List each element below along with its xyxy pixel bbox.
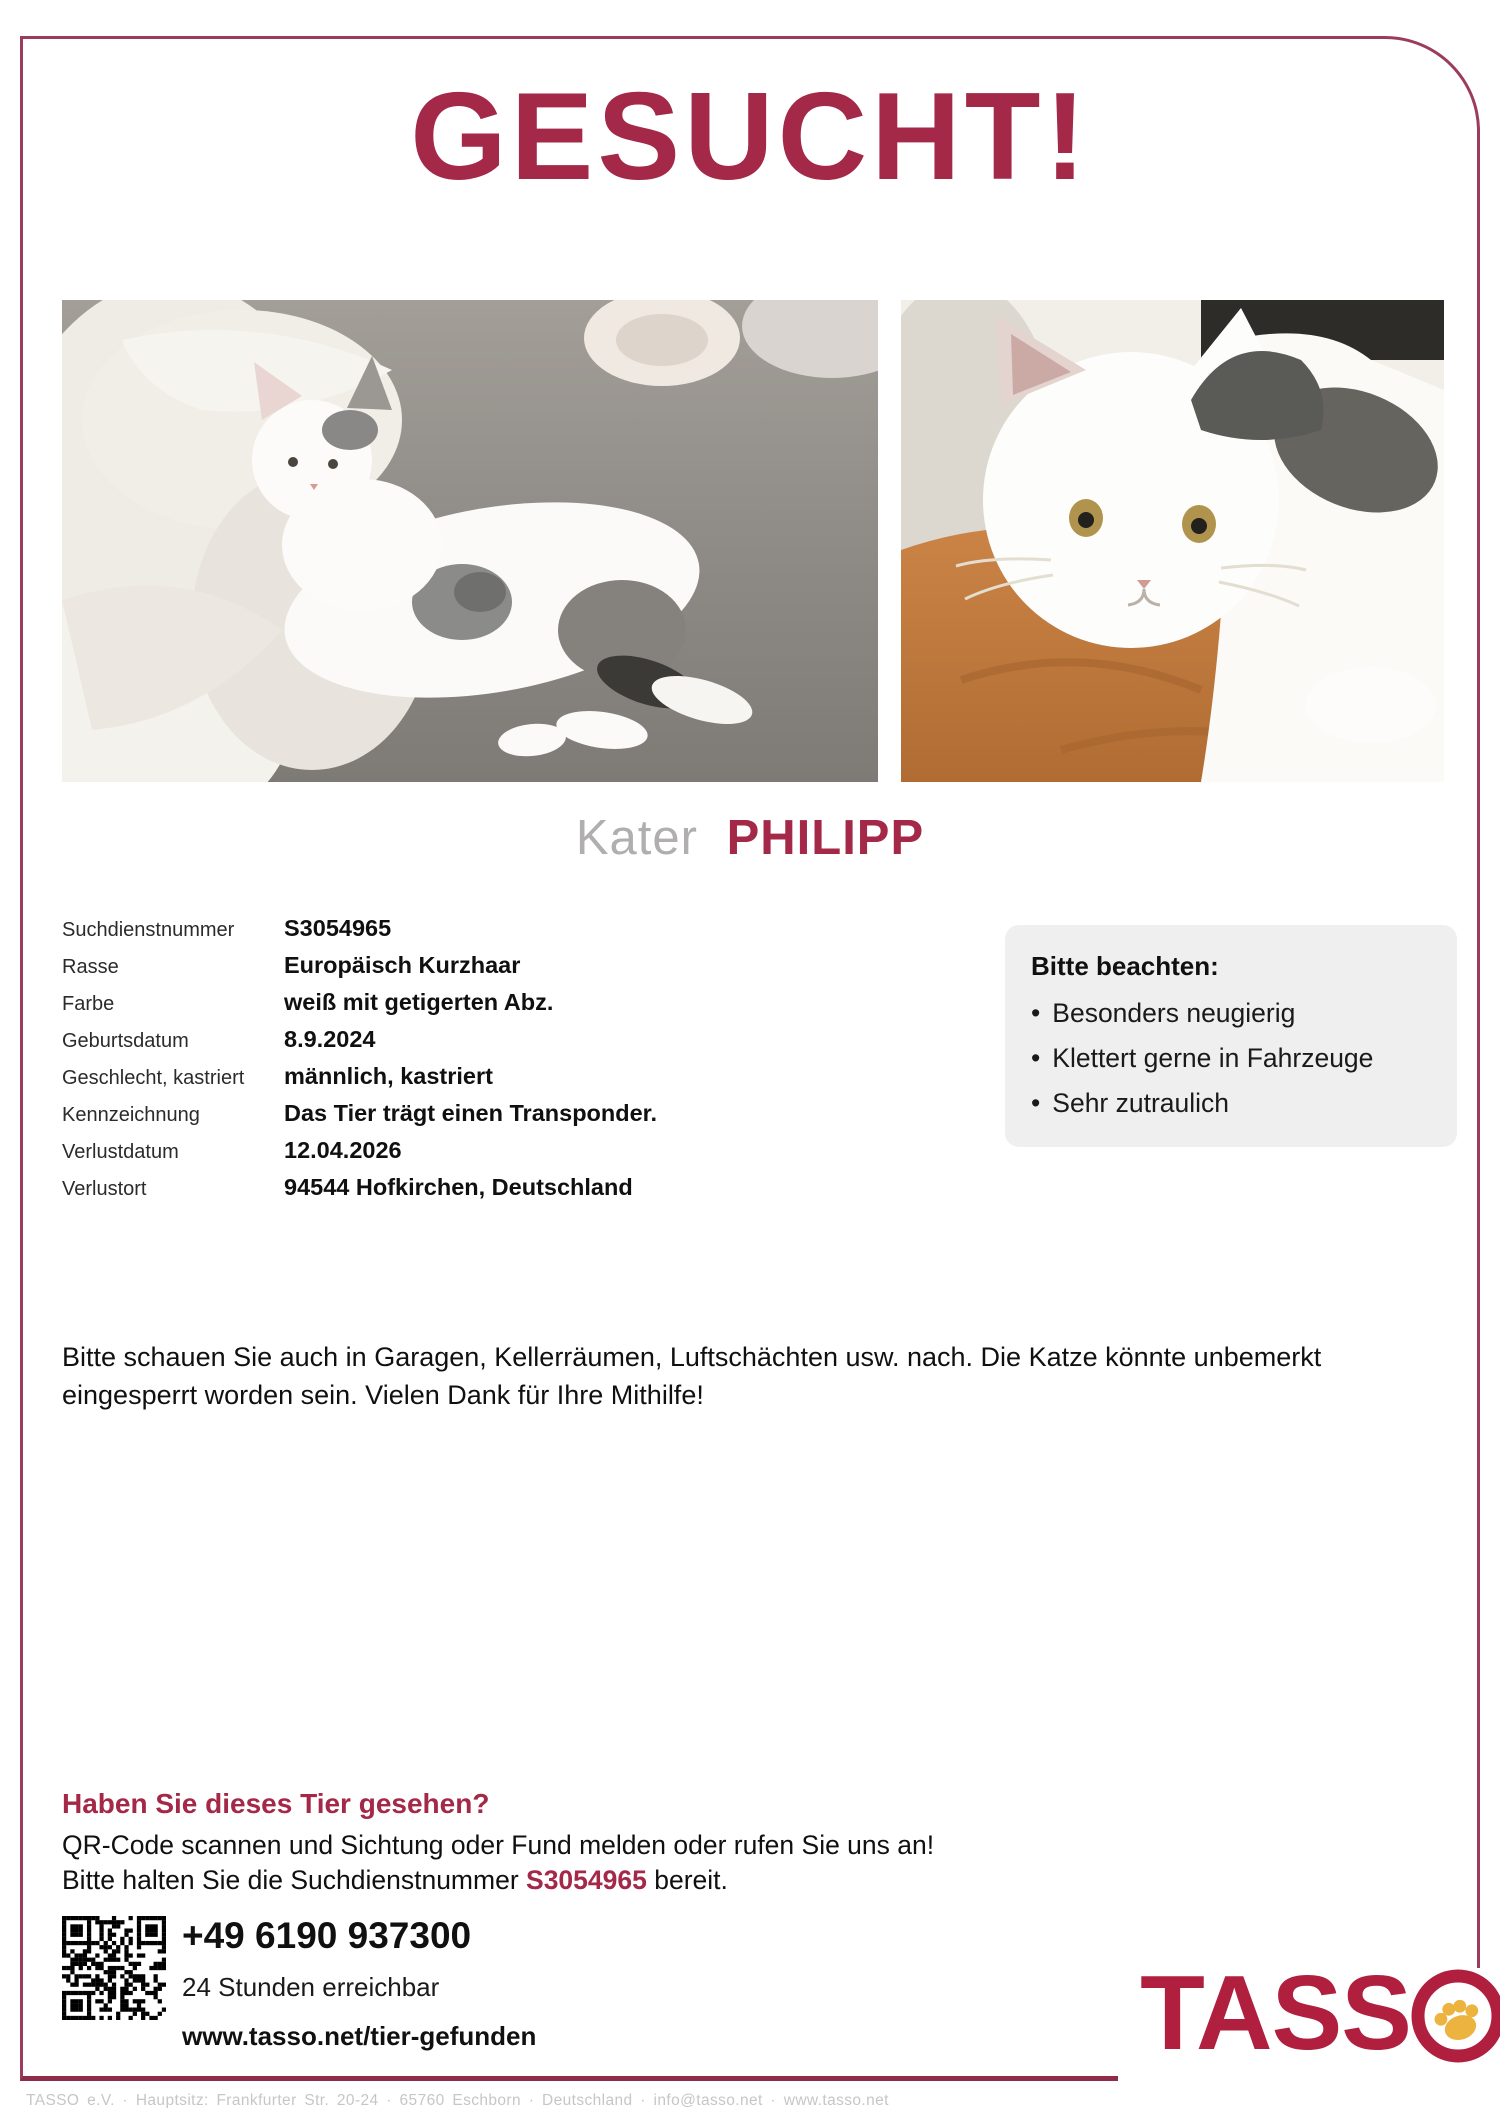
detail-label: Rasse [62, 956, 119, 978]
phone-number[interactable]: +49 6190 937300 [182, 1915, 472, 1956]
appeal-text: Bitte schauen Sie auch in Garagen, Kellerräumen, Luftschächten usw. nach. Die Katze könnte unbemerkt eingesperrt worden sein. Vielen Dank für Ihre Mithilfe! [62, 1342, 1322, 1410]
notes-item [1031, 998, 1431, 1029]
contact-text [182, 1916, 536, 2052]
notes-item-text: Klettert gerne in Fahrzeuge [1052, 1043, 1374, 1073]
detail-value: 8.9.2024 [284, 1026, 376, 1052]
tasso-logo-o [1410, 1968, 1500, 2064]
detail-value: 94544 Hofkirchen, Deutschland [284, 1174, 633, 1200]
detail-value: 12.04.2026 [284, 1137, 402, 1163]
detail-label: Suchdienstnummer [62, 919, 235, 941]
detail-label: Farbe [62, 993, 115, 1015]
contact-section [62, 1916, 536, 2052]
suchdienstnummer-inline: S3054965 [526, 1865, 647, 1895]
availability-text: 24 Stunden erreichbar [182, 1972, 440, 2002]
detail-label: Geschlecht, kastriert [62, 1067, 245, 1089]
bullet-icon: • [1031, 1088, 1041, 1118]
notes-item-text: Besonders neugierig [1052, 998, 1296, 1028]
sighting-line2-suffix: bereit. [646, 1865, 728, 1895]
detail-label: Verlustort [62, 1178, 147, 1200]
detail-value: Das Tier trägt einen Transponder. [284, 1100, 658, 1126]
pet-details-table [62, 915, 657, 1201]
footer-address: TASSO e.V. · Hauptsitz: Frankfurter Str. 20-24 · 65760 Eschborn · Deutschland · info@tasso.net · www.tasso.net [26, 2092, 889, 2108]
sighting-section [62, 1788, 934, 1898]
cat-closeup-illustration [901, 300, 1444, 782]
pet-photo-left [62, 300, 878, 782]
detail-value: weiß mit getigerten Abz. [284, 989, 554, 1015]
sighting-heading: Haben Sie dieses Tier gesehen? [62, 1788, 490, 1819]
notes-item [1031, 1043, 1431, 1074]
tasso-logo-text: TASS [1140, 1954, 1411, 2073]
poster-title: GESUCHT! [410, 68, 1090, 206]
detail-label: Kennzeichnung [62, 1104, 200, 1126]
pet-name-line [0, 810, 1500, 866]
pet-type-label: Kater [575, 811, 698, 865]
detail-value: männlich, kastriert [284, 1063, 493, 1089]
qr-code[interactable] [62, 1916, 166, 2020]
detail-value: Europäisch Kurzhaar [284, 952, 521, 978]
notes-item-text: Sehr zutraulich [1052, 1088, 1230, 1118]
sighting-line2 [62, 1863, 934, 1898]
pet-photos [62, 300, 1444, 782]
tasso-logo-inner [1140, 1954, 1500, 2073]
pet-photo-right [901, 300, 1444, 782]
detail-value: S3054965 [284, 915, 392, 941]
notes-box [1005, 925, 1457, 1147]
detail-label: Geburtsdatum [62, 1030, 189, 1052]
cat-on-couch-illustration [62, 300, 878, 782]
detail-label: Verlustdatum [62, 1141, 179, 1163]
report-url[interactable]: www.tasso.net/tier-gefunden [182, 2021, 537, 2051]
notes-item [1031, 1088, 1431, 1119]
bullet-icon: • [1031, 1043, 1041, 1073]
sighting-line2-prefix: Bitte halten Sie die Suchdienstnummer [62, 1865, 527, 1895]
pet-name: PHILIPP [726, 811, 925, 865]
sighting-line1: QR-Code scannen und Sichtung oder Fund melden oder rufen Sie uns an! [62, 1830, 935, 1860]
bullet-icon: • [1031, 998, 1041, 1028]
tasso-logo [1118, 1954, 1500, 2108]
notes-box-title: Bitte beachten: [1031, 951, 1219, 981]
